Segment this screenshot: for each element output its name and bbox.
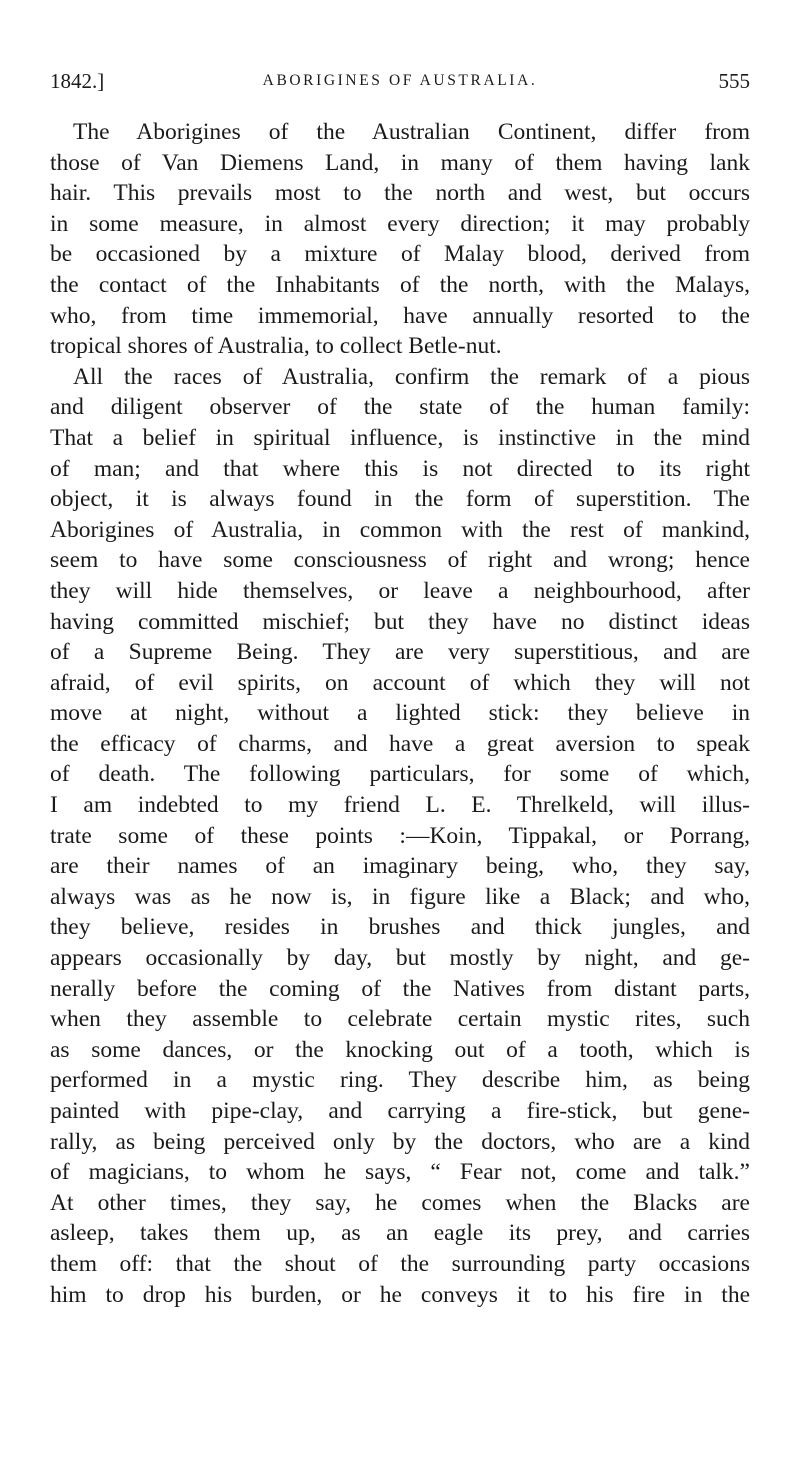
text-line: as some dances, or the knocking out of a tooth, which is <box>50 1036 750 1063</box>
text-line: him to drop his burden, or he conveys it to his fire in the <box>50 1281 750 1308</box>
text-line: them off: that the shout of the surrounding party occasions <box>50 1250 750 1277</box>
body-text <box>50 117 750 1310</box>
text-line: I am indebted to my friend L. E. Threlkeld, will illus- <box>50 792 750 819</box>
text-line: trate some of these points :—Koin, Tippakal, or Porrang, <box>50 822 750 849</box>
text-line: object, it is always found in the form of superstition. The <box>50 486 750 513</box>
text-line: they believe, resides in brushes and thick jungles, and <box>50 914 750 941</box>
text-line: of a Supreme Being. They are very superstitious, and are <box>50 639 750 666</box>
text-line: That a belief in spiritual influence, is instinctive in the mind <box>50 424 750 451</box>
text-line: rally, as being perceived only by the doctors, who are a kind <box>50 1128 750 1155</box>
text-line: asleep, takes them up, as an eagle its prey, and carries <box>50 1220 750 1247</box>
text-line: are their names of an imaginary being, who, they say, <box>50 853 750 880</box>
text-line: of magicians, to whom he says, “ Fear not, come and talk.” <box>50 1159 750 1186</box>
text-line: performed in a mystic ring. They describe him, as being <box>50 1067 750 1094</box>
text-line: At other times, they say, he comes when the Blacks are <box>50 1189 750 1216</box>
text-line: Aborigines of Australia, in common with the rest of mankind, <box>50 516 750 543</box>
text-line: tropical shores of Australia, to collect Betle-nut. <box>50 333 502 360</box>
text-line: in some measure, in almost every direction; it may probably <box>50 210 750 237</box>
text-line: the contact of the Inhabitants of the north, with the Malays, <box>50 271 750 298</box>
text-line: seem to have some consciousness of right and wrong; hence <box>50 547 750 574</box>
text-line: The Aborigines of the Australian Continent, differ from <box>73 119 750 145</box>
text-line: be occasioned by a mixture of Malay blood, derived from <box>50 241 750 268</box>
paragraph <box>50 117 750 362</box>
text-line: of man; and that where this is not directed to its right <box>50 455 750 482</box>
text-line: who, from time immemorial, have annually resorted to the <box>50 302 750 329</box>
text-line: and diligent observer of the state of the human family: <box>50 394 750 421</box>
text-line: when they assemble to celebrate certain mystic rites, such <box>50 1006 750 1033</box>
paragraph <box>50 362 750 1310</box>
header-year: 1842.] <box>50 69 105 93</box>
running-head <box>50 66 750 96</box>
text-line: All the races of Australia, confirm the remark of a pious <box>73 363 750 390</box>
text-line: having committed mischief; but they have no distinct ideas <box>50 608 750 635</box>
page-number: 555 <box>718 69 750 93</box>
text-line: hair. This prevails most to the north and west, but occurs <box>50 180 750 207</box>
text-line: they will hide themselves, or leave a neighbourhood, after <box>50 577 750 604</box>
text-line: appears occasionally by day, but mostly by night, and ge- <box>50 945 750 972</box>
text-line: those of Van Diemens Land, in many of them having lank <box>50 149 750 176</box>
header-title: ABORIGINES OF AUSTRALIA. <box>262 72 538 89</box>
text-line: always was as he now is, in figure like a Black; and who, <box>50 883 750 910</box>
text-line: nerally before the coming of the Natives from distant parts, <box>50 975 750 1002</box>
text-line: the efficacy of charms, and have a great aversion to speak <box>50 730 750 757</box>
text-line: move at night, without a lighted stick: they believe in <box>50 700 750 727</box>
text-line: painted with pipe-clay, and carrying a fire-stick, but gene- <box>50 1098 750 1124</box>
text-line: afraid, of evil spirits, on account of which they will not <box>50 669 750 696</box>
text-line: of death. The following particulars, for some of which, <box>50 761 750 788</box>
